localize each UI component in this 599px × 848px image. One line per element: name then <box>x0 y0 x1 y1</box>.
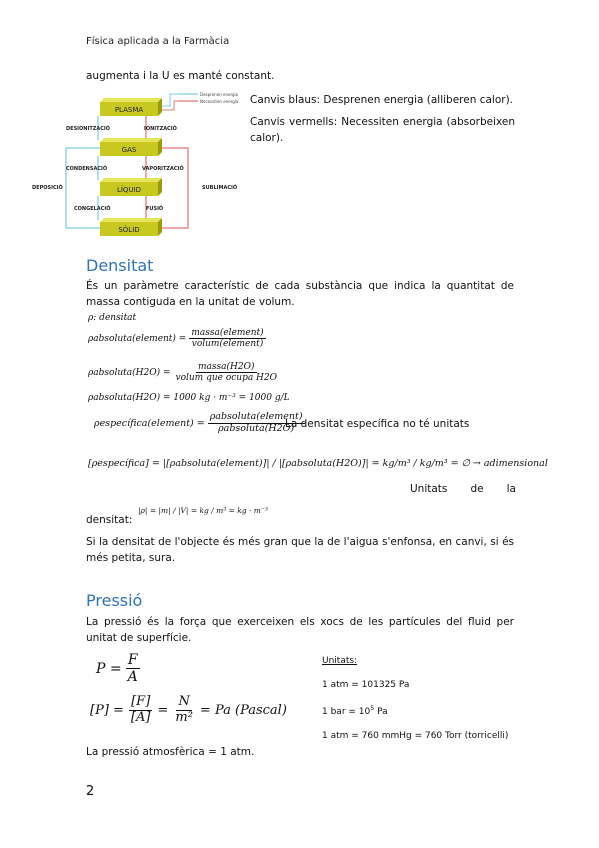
legend-red-text: Necessiten energia <box>200 99 239 104</box>
pressio-definition: La pressió és la força que exerceixen els xocs de les partícules del fluid per unitat de superfície. <box>86 616 514 644</box>
svg-text:PLASMA: PLASMA <box>114 106 144 114</box>
unit-bar: 1 bar = $10^5$ Pa <box>322 705 388 717</box>
unit-atm: 1 atm = 101325 Pa <box>322 680 410 690</box>
formula-specific-units: [ρespecífica] = |[ρabsoluta(element)]| / |[ρabsoluta(H2O)]| = kg/m³ / kg/m³ = ∅ → adimensional <box>88 458 548 469</box>
formula-density-absolute: ρabsoluta(element) = $\frac{\text{massa(element)}}{\text{volum(element)}}$ <box>88 328 264 350</box>
label-vaporitzacio: VAPORITZACIÓ <box>142 166 184 172</box>
side-text-red: Canvis vermells: Necessiten energia (absorbeixen calor). <box>250 116 515 144</box>
block-solid <box>100 218 162 236</box>
label-ionitzacio: IONITZACIÓ <box>144 126 177 132</box>
svg-text:GAS: GAS <box>121 146 137 154</box>
float-sink-text: Si la densitat de l'objecte és més gran que la de l'aigua s'enfonsa, en canvi, si és més petita, sura. <box>86 536 514 564</box>
densitat-heading: Densitat <box>86 256 154 275</box>
side-text-blue: Canvis blaus: Desprenen energia (alliberen calor). <box>250 94 514 106</box>
densitat-definition: És un paràmetre característic de cada substància que indica la quantitat de massa contiguda en la unitat de volum. <box>86 280 514 308</box>
block-gas <box>100 138 162 156</box>
pressure-units-title: Unitats: <box>322 656 358 666</box>
densitat-word: densitat: <box>86 514 133 526</box>
block-liquid <box>100 178 162 196</box>
svg-text:SÒLID: SÒLID <box>118 226 140 234</box>
pressio-heading: Pressió <box>86 591 143 610</box>
formula-pressure-units: [P] = $\frac{[F]}{[A]}$ = $\frac{N}{\text{m²}}$ = Pa (Pascal) <box>90 694 287 725</box>
page-header: Física aplicada a la Farmàcia <box>86 36 230 47</box>
legend-blue-text: Desprenen energia <box>200 92 239 97</box>
unit-mmhg: 1 atm = 760 mmHg = 760 Torr (torricelli) <box>322 731 509 741</box>
page-number: 2 <box>86 784 95 799</box>
label-sublimacio: SUBLIMACIÓ <box>202 185 238 191</box>
formula-density-units: |ρ| = |m| / |V| = kg / m³ = kg · m⁻³ <box>138 506 268 515</box>
states-of-matter-diagram <box>30 88 250 246</box>
label-fusio: FUSIÓ <box>146 206 164 212</box>
formula-water-value: ρabsoluta(H2O) = 1000 kg · m⁻³ = 1000 g/L <box>88 393 290 403</box>
label-desionitzacio: DESIONITZACIÓ <box>66 126 111 132</box>
block-plasma <box>100 98 162 116</box>
svg-text:LÍQUID: LÍQUID <box>116 186 142 194</box>
units-label: Unitats de la <box>410 483 516 495</box>
specific-density-note: La densitat específica no té unitats <box>285 418 470 430</box>
label-congelacio: CONGELACIÓ <box>74 206 111 212</box>
label-deposicio: DEPOSICIÓ <box>32 185 63 191</box>
formula-pressure: P = $\frac{F}{A}$ <box>96 652 138 686</box>
formula-density-specific: ρespecífica(element) = $\frac{\text{ρabsoluta(element)}}{\text{ρabsoluta(H2O)}}$ <box>94 411 303 434</box>
rho-label: ρ: densitat <box>88 313 137 323</box>
atmospheric-pressure: La pressió atmosfèrica = 1 atm. <box>86 746 255 758</box>
formula-density-water: ρabsoluta(H2O) = $\frac{\text{massa(H2O)}}{\text{volum que ocupa H2O}}$ <box>88 362 278 384</box>
label-condensacio: CONDENSACIÓ <box>66 166 108 172</box>
intro-line: augmenta i la U es manté constant. <box>86 70 275 82</box>
